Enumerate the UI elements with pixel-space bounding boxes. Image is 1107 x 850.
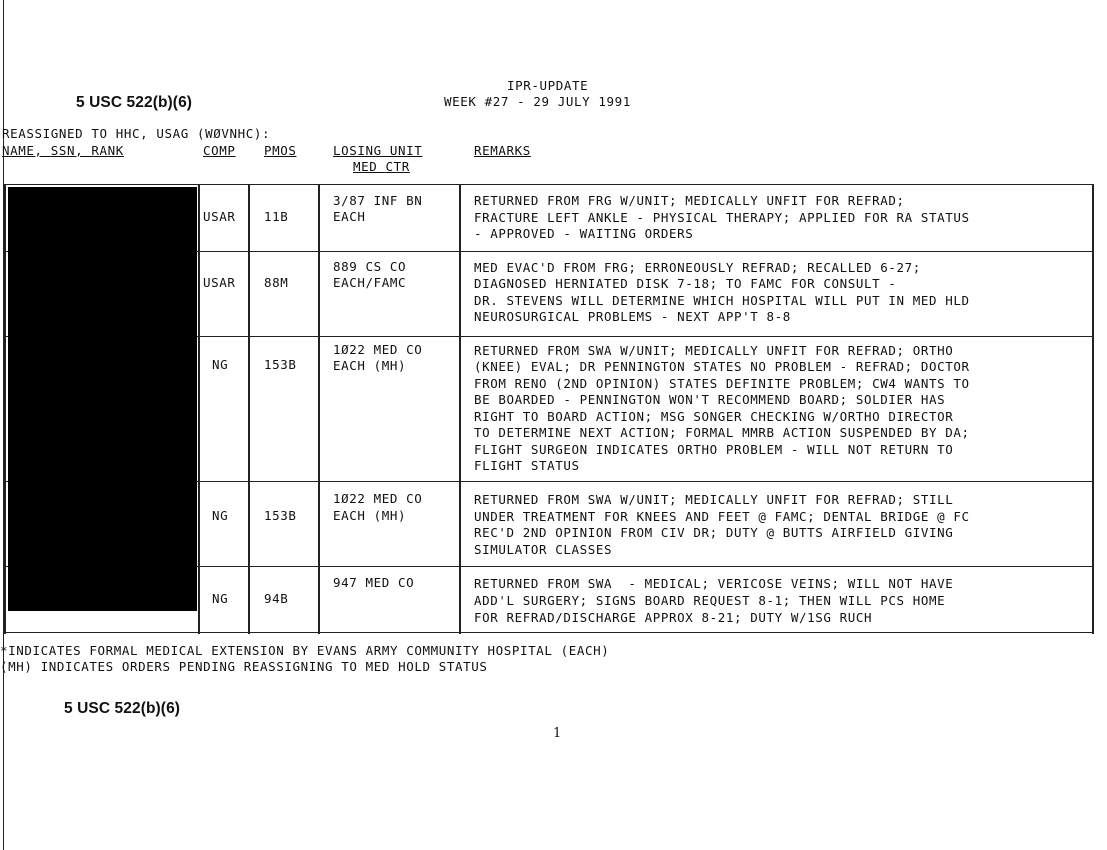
report-title: IPR-UPDATE [507, 78, 589, 93]
footnote-mh: (MH) INDICATES ORDERS PENDING REASSIGNING TO MED HOLD STATUS [0, 659, 488, 674]
section-heading: REASSIGNED TO HHC, USAG (WØVNHC): [2, 126, 271, 141]
col-divider [198, 184, 200, 634]
col-divider [4, 184, 6, 634]
row-3-comp: NG [212, 357, 229, 372]
col-header-losing-unit: LOSING UNIT [333, 143, 423, 158]
row-5-comp: NG [212, 591, 229, 606]
row-3-remarks-line-3: FROM RENO (2ND OPINION) STATES DEFINITE PROBLEM; CW4 WANTS TO [474, 376, 970, 391]
row-3-remarks-line-7: FLIGHT SURGEON INDICATES ORTHO PROBLEM - WILL NOT RETURN TO [474, 442, 954, 457]
row-4-remarks-line-2: UNDER TREATMENT FOR KNEES AND FEET @ FAMC; DENTAL BRIDGE @ FC [474, 509, 970, 524]
exemption-stamp-top: 5 USC 522(b)(6) [76, 94, 193, 111]
row-5-remarks-line-2: ADD'L SURGERY; SIGNS BOARD REQUEST 8-1; THEN WILL PCS HOME [474, 593, 946, 608]
row-2-remarks-line-1: MED EVAC'D FROM FRG; ERRONEOUSLY REFRAD; RECALLED 6-27; [474, 260, 921, 275]
report-week: WEEK #27 - 29 JULY 1991 [444, 94, 631, 109]
row-4-remarks-line-1: RETURNED FROM SWA W/UNIT; MEDICALLY UNFIT FOR REFRAD; STILL [474, 492, 954, 507]
row-2-unit-line-2: EACH/FAMC [333, 275, 407, 290]
row-1-remarks-line-1: RETURNED FROM FRG W/UNIT; MEDICALLY UNFIT FOR REFRAD; [474, 193, 905, 208]
row-5-remarks-line-1: RETURNED FROM SWA - MEDICAL; VERICOSE VEINS; WILL NOT HAVE [474, 576, 954, 591]
row-2-unit-line-1: 889 CS CO [333, 259, 407, 274]
row-2-pmos: 88M [264, 275, 289, 290]
page-number: 1 [553, 726, 562, 741]
exemption-stamp-bottom: 5 USC 522(b)(6) [64, 700, 181, 717]
col-divider [1092, 184, 1094, 634]
redaction-block [8, 187, 197, 611]
row-4-unit-line-2: EACH (MH) [333, 508, 407, 523]
row-1-unit-line-1: 3/87 INF BN [333, 193, 423, 208]
row-3-remarks-line-1: RETURNED FROM SWA W/UNIT; MEDICALLY UNFIT FOR REFRAD; ORTHO [474, 343, 954, 358]
row-3-unit-line-1: 1Ø22 MED CO [333, 342, 423, 357]
footnote-asterisk: *INDICATES FORMAL MEDICAL EXTENSION BY EVANS ARMY COMMUNITY HOSPITAL (EACH) [0, 643, 610, 658]
row-3-remarks-line-6: TO DETERMINE NEXT ACTION; FORMAL MMRB ACTION SUSPENDED BY DA; [474, 425, 970, 440]
row-1-remarks-line-2: FRACTURE LEFT ANKLE - PHYSICAL THERAPY; APPLIED FOR RA STATUS [474, 210, 970, 225]
col-header-remarks: REMARKS [474, 143, 531, 158]
row-1-comp: USAR [203, 209, 236, 224]
row-1-remarks-line-3: - APPROVED - WAITING ORDERS [474, 226, 694, 241]
col-divider [248, 184, 250, 634]
row-4-remarks-line-3: REC'D 2ND OPINION FROM CIV DR; DUTY @ BUTTS AIRFIELD GIVING [474, 525, 954, 540]
col-header-med-ctr: MED CTR [353, 159, 410, 174]
row-3-remarks-line-2: (KNEE) EVAL; DR PENNINGTON STATES NO PROBLEM - REFRAD; DOCTOR [474, 359, 970, 374]
row-2-remarks-line-4: NEUROSURGICAL PROBLEMS - NEXT APP'T 8-8 [474, 309, 791, 324]
col-header-pmos: PMOS [264, 143, 297, 158]
row-3-remarks-line-5: RIGHT TO BOARD ACTION; MSG SONGER CHECKING W/ORTHO DIRECTOR [474, 409, 954, 424]
row-4-remarks-line-4: SIMULATOR CLASSES [474, 542, 613, 557]
row-3-unit-line-2: EACH (MH) [333, 358, 407, 373]
row-3-remarks-line-8: FLIGHT STATUS [474, 458, 580, 473]
row-1-pmos: 11B [264, 209, 289, 224]
row-2-remarks-line-3: DR. STEVENS WILL DETERMINE WHICH HOSPITAL WILL PUT IN MED HLD [474, 293, 970, 308]
col-divider [459, 184, 461, 634]
row-5-pmos: 94B [264, 591, 289, 606]
row-4-pmos: 153B [264, 508, 297, 523]
row-5-remarks-line-3: FOR REFRAD/DISCHARGE APPROX 8-21; DUTY W/1SG RUCH [474, 610, 873, 625]
row-4-unit-line-1: 1Ø22 MED CO [333, 491, 423, 506]
row-2-remarks-line-2: DIAGNOSED HERNIATED DISK 7-18; TO FAMC FOR CONSULT - [474, 276, 897, 291]
col-header-name: NAME, SSN, RANK [2, 143, 124, 158]
row-1-unit-line-2: EACH [333, 209, 366, 224]
col-divider [318, 184, 320, 634]
row-divider [4, 184, 1094, 185]
row-3-pmos: 153B [264, 357, 297, 372]
row-divider [4, 632, 1094, 633]
row-3-remarks-line-4: BE BOARDED - PENNINGTON WON'T RECOMMEND BOARD; SOLDIER HAS [474, 392, 946, 407]
row-2-comp: USAR [203, 275, 236, 290]
col-header-comp: COMP [203, 143, 236, 158]
row-4-comp: NG [212, 508, 229, 523]
row-5-unit-line-1: 947 MED CO [333, 575, 415, 590]
